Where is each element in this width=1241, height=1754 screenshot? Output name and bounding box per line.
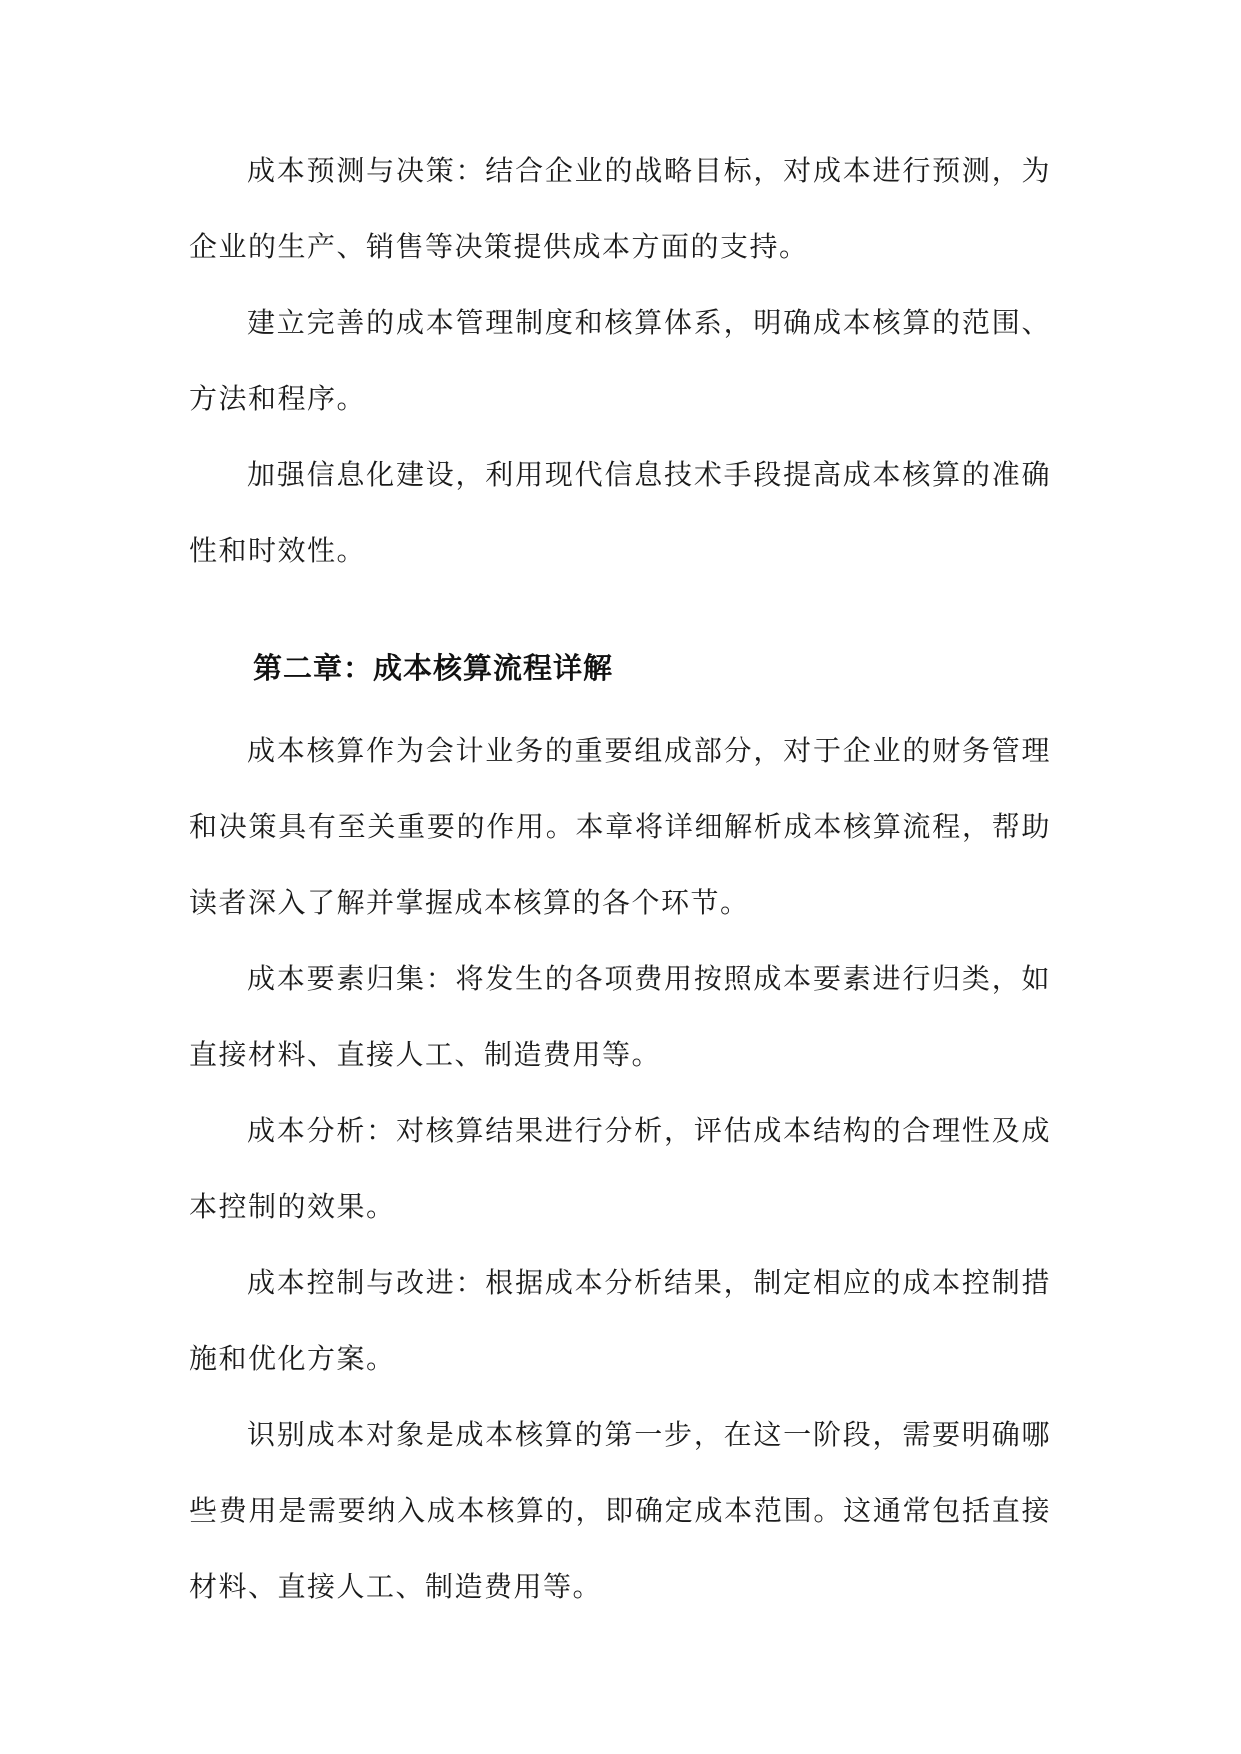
paragraph-management-system: 建立完善的成本管理制度和核算体系，明确成本核算的范围、方法和程序。 [189,306,1051,415]
paragraph-chapter-intro: 成本核算作为会计业务的重要组成部分，对于企业的财务管理和决策具有至关重要的作用。本章将详细解析成本核算流程，帮助读者深入了解并掌握成本核算的各个环节。 [189,734,1051,919]
chapter-heading: 第二章：成本核算流程详解 [253,651,614,685]
paragraph-cost-elements: 成本要素归集：将发生的各项费用按照成本要素进行归类，如直接材料、直接人工、制造费用等。 [189,962,1051,1071]
paragraph-cost-object: 识别成本对象是成本核算的第一步，在这一阶段，需要明确哪些费用是需要纳入成本核算的，即确定成本范围。这通常包括直接材料、直接人工、制造费用等。 [189,1418,1051,1603]
paragraph-cost-control: 成本控制与改进：根据成本分析结果，制定相应的成本控制措施和优化方案。 [189,1266,1051,1375]
paragraph-cost-analysis: 成本分析：对核算结果进行分析，评估成本结构的合理性及成本控制的效果。 [189,1114,1051,1223]
paragraph-informatization: 加强信息化建设，利用现代信息技术手段提高成本核算的准确性和时效性。 [189,458,1051,567]
document-body [189,133,1051,1625]
paragraph-cost-forecast: 成本预测与决策：结合企业的战略目标，对成本进行预测，为企业的生产、销售等决策提供成本方面的支持。 [189,154,1051,263]
